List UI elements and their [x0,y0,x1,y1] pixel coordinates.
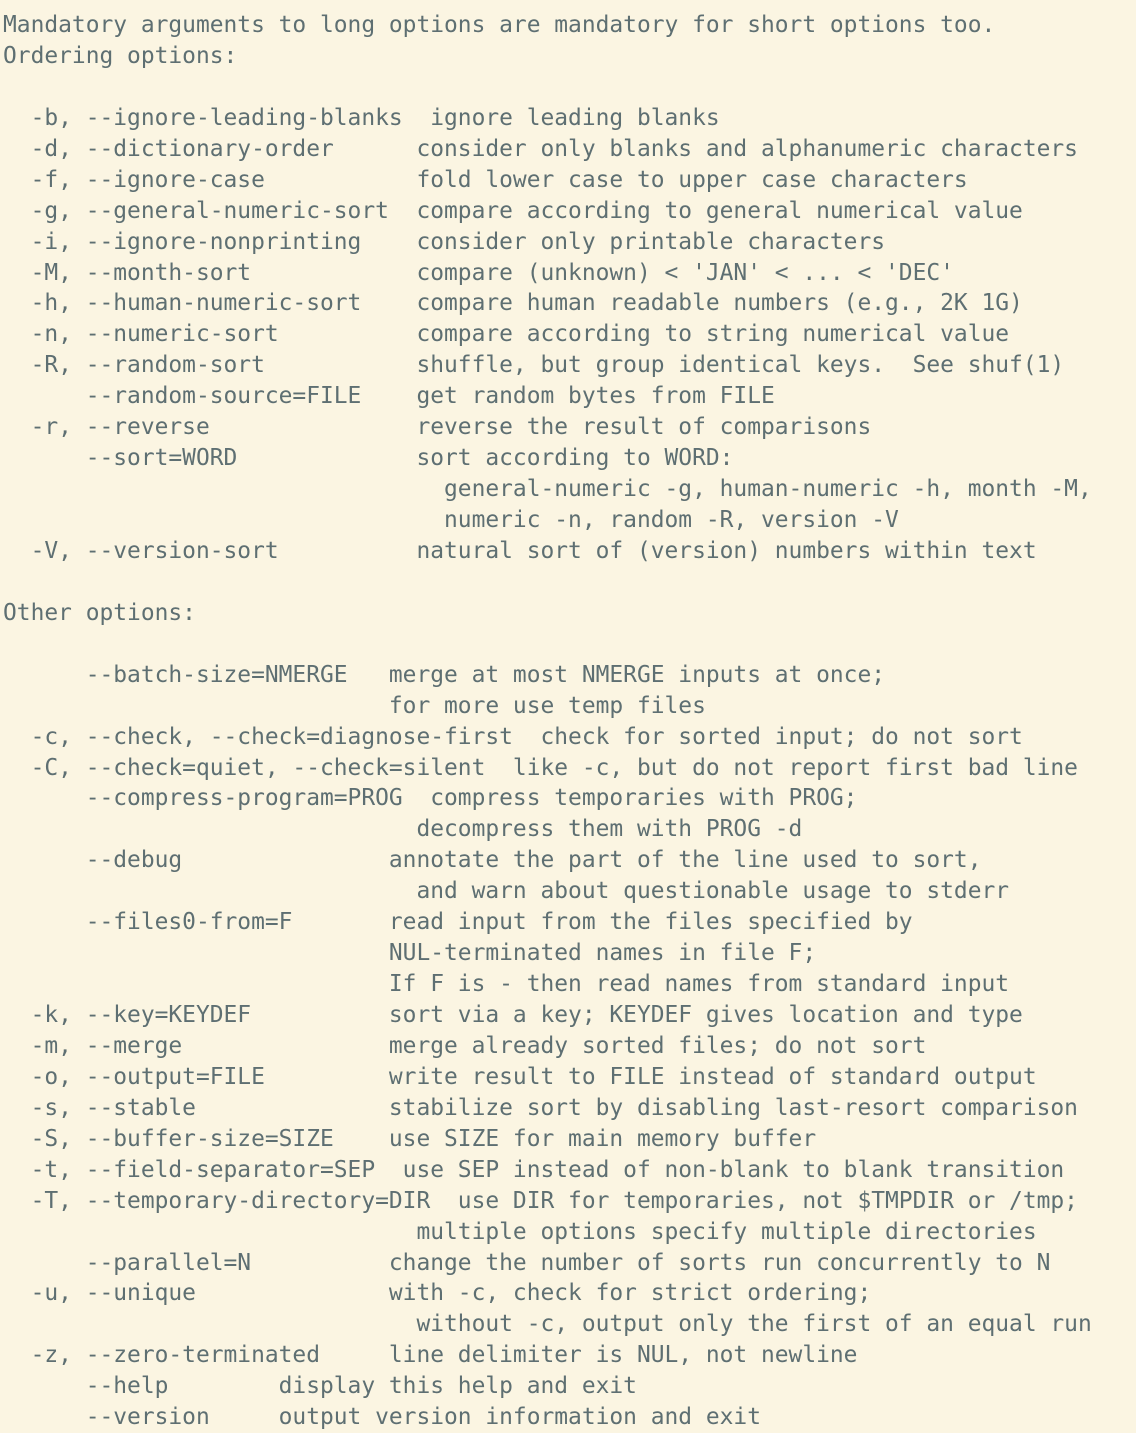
terminal-line: -R, --random-sort shuffle, but group identical keys. See shuf(1) [3,352,1065,379]
terminal-line: --version output version information and exit [3,1404,761,1431]
terminal-line: --sort=WORD sort according to WORD: [3,445,734,472]
terminal-line: --help display this help and exit [3,1373,637,1400]
terminal-line: multiple options specify multiple directories [3,1218,1037,1245]
terminal-line: -k, --key=KEYDEF sort via a key; KEYDEF gives location and type [3,1002,1023,1028]
terminal-line: -h, --human-numeric-sort compare human readable numbers (e.g., 2K 1G) [3,290,1023,317]
terminal-line: -o, --output=FILE write result to FILE instead of standard output [3,1063,1037,1090]
terminal-line: -r, --reverse reverse the result of comparisons [3,414,872,441]
terminal-line: without -c, output only the first of an equal run [3,1311,1092,1338]
terminal-line: -g, --general-numeric-sort compare according to general numerical value [3,197,1023,224]
terminal-line: If F is - then read names from standard input [3,971,1010,998]
terminal-line: --random-source=FILE get random bytes from FILE [3,383,775,410]
terminal-line: for more use temp files [3,692,706,719]
terminal-line: -z, --zero-terminated line delimiter is NUL, not newline [3,1342,858,1369]
terminal-line: -c, --check, --check=diagnose-first check for sorted input; do not sort [3,723,1023,750]
terminal-line: -t, --field-separator=SEP use SEP instead of non-blank to blank transition [3,1156,1065,1183]
terminal-line: -C, --check=quiet, --check=silent like -c, but do not report first bad line [3,754,1078,781]
terminal-line: -u, --unique with -c, check for strict ordering; [3,1280,872,1307]
terminal-line: -b, --ignore-leading-blanks ignore leading blanks [3,104,720,131]
terminal-line: -V, --version-sort natural sort of (version) numbers within text [3,537,1037,564]
terminal-line: -d, --dictionary-order consider only blanks and alphanumeric characters [3,135,1078,162]
terminal-line: -i, --ignore-nonprinting consider only printable characters [3,228,886,255]
terminal-line: --parallel=N change the number of sorts run concurrently to N [3,1249,1051,1276]
terminal-line: numeric -n, random -R, version -V [3,507,899,533]
terminal-line [3,567,1092,598]
terminal-line: -T, --temporary-directory=DIR use DIR for temporaries, not $TMPDIR or /tmp; [3,1187,1078,1214]
terminal-line: --files0-from=F read input from the files specified by [3,909,913,936]
terminal-line: --compress-program=PROG compress temporaries with PROG; [3,785,858,812]
terminal-line: Mandatory arguments to long options are mandatory for short options too. [3,12,996,38]
terminal-line: -n, --numeric-sort compare according to string numerical value [3,321,1010,348]
terminal-line: --debug annotate the part of the line used to sort, [3,847,982,874]
terminal-line: NUL-terminated names in file F; [3,940,817,967]
terminal-line: -f, --ignore-case fold lower case to upper case characters [3,166,968,193]
terminal-line: -M, --month-sort compare (unknown) < 'JAN' < ... < 'DEC' [3,259,954,286]
terminal-line: Ordering options: [3,42,238,69]
terminal-line: -m, --merge merge already sorted files; do not sort [3,1032,927,1059]
terminal-line: Other options: [3,599,196,626]
terminal-line: general-numeric -g, human-numeric -h, month -M, [3,476,1092,503]
terminal-line: decompress them with PROG -d [3,816,803,843]
terminal-line: -s, --stable stabilize sort by disabling last-resort comparison [3,1094,1078,1121]
terminal-line [3,629,1092,660]
terminal-line: --batch-size=NMERGE merge at most NMERGE inputs at once; [3,661,886,688]
terminal-line: -S, --buffer-size=SIZE use SIZE for main memory buffer [3,1125,817,1152]
terminal-line [3,72,1092,103]
terminal-line: and warn about questionable usage to stderr [3,878,1010,905]
terminal-output [3,10,1092,1433]
